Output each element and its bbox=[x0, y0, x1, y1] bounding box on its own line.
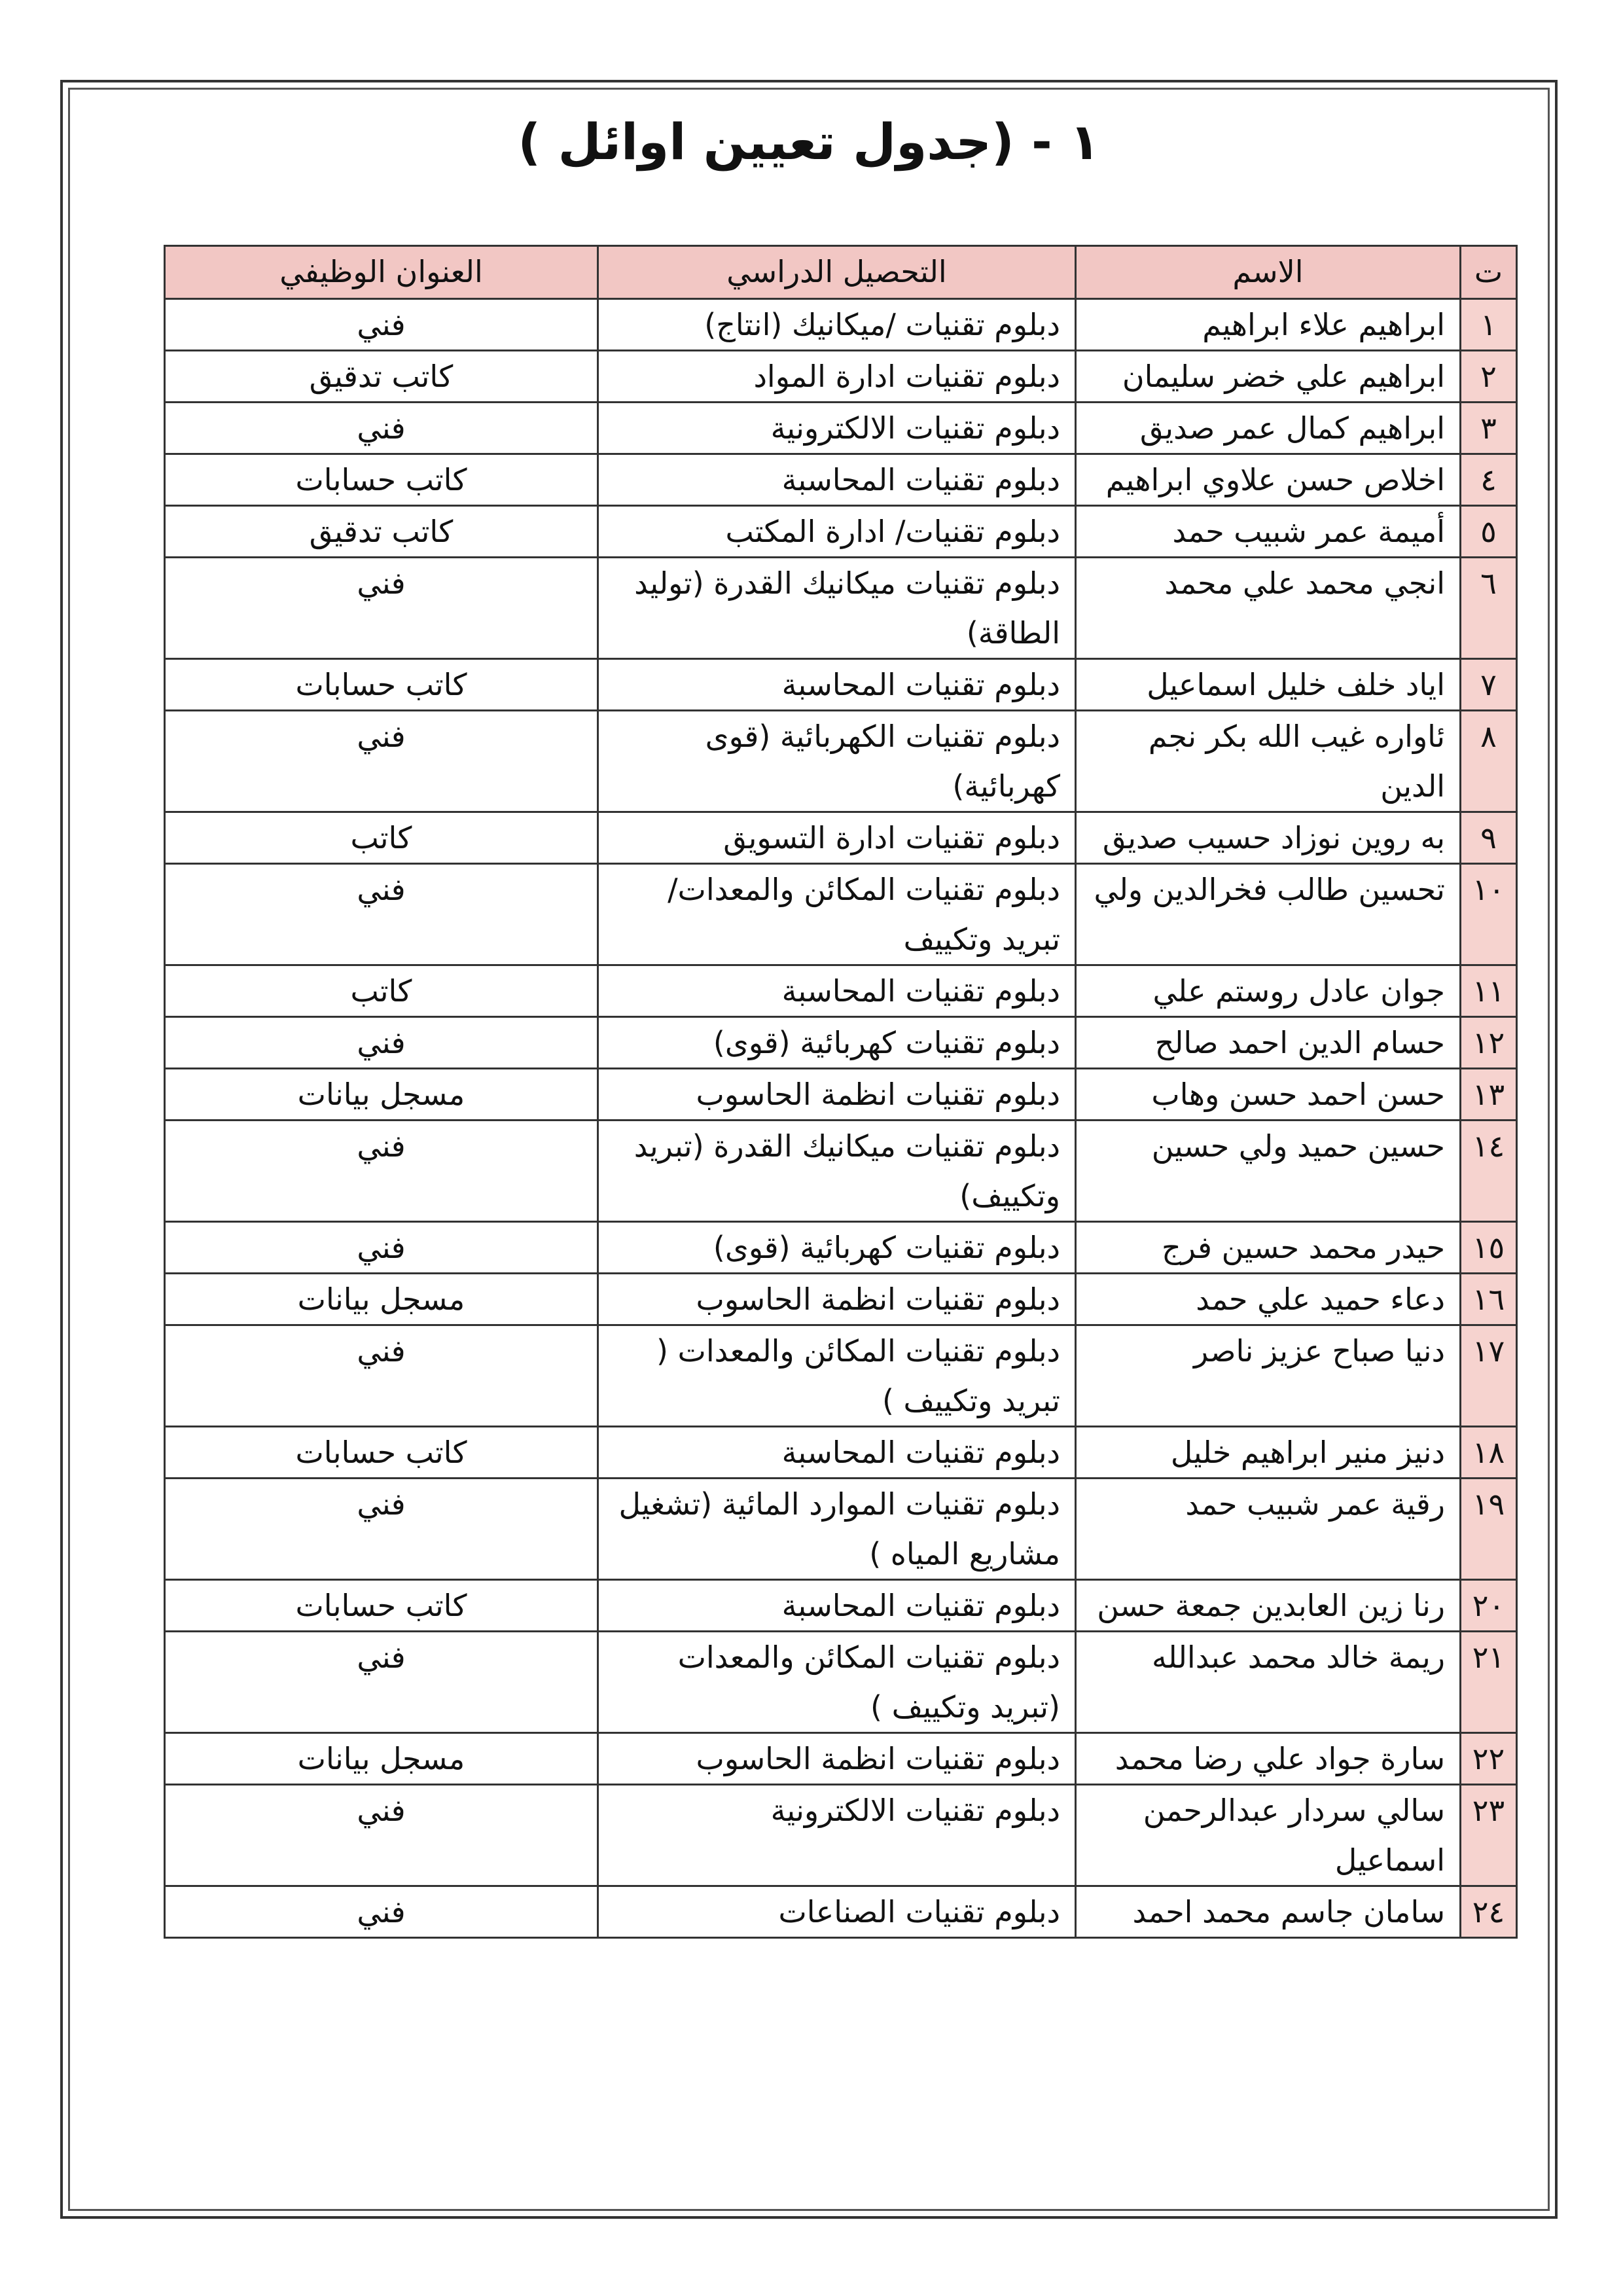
cell-name: حسن احمد حسن وهاب bbox=[1076, 1069, 1461, 1121]
table-row bbox=[165, 1069, 1517, 1121]
cell-job: كاتب حسابات bbox=[165, 1580, 598, 1632]
cell-job: كاتب حسابات bbox=[165, 454, 598, 506]
cell-name: رنا زين العابدين جمعة حسن bbox=[1076, 1580, 1461, 1632]
cell-num: ٩ bbox=[1461, 812, 1517, 864]
cell-job: فني bbox=[165, 1222, 598, 1274]
cell-education: دبلوم تقنيات الالكترونية bbox=[598, 1785, 1076, 1886]
cell-num: ٢٠ bbox=[1461, 1580, 1517, 1632]
cell-name: ئاواره غيب الله بكر نجم الدين bbox=[1076, 711, 1461, 812]
cell-num: ٤ bbox=[1461, 454, 1517, 506]
table-row bbox=[165, 351, 1517, 403]
cell-job: فني bbox=[165, 1017, 598, 1069]
header-education: التحصيل الدراسي bbox=[598, 246, 1076, 299]
header-name: الاسم bbox=[1076, 246, 1461, 299]
cell-education: دبلوم تقنيات انظمة الحاسوب bbox=[598, 1733, 1076, 1785]
cell-name: جوان عادل روستم علي bbox=[1076, 965, 1461, 1017]
table-row bbox=[165, 1017, 1517, 1069]
header-num: ت bbox=[1461, 246, 1517, 299]
cell-name: ابراهيم علي خضر سليمان bbox=[1076, 351, 1461, 403]
cell-education: دبلوم تقنيات المحاسبة bbox=[598, 965, 1076, 1017]
cell-job: فني bbox=[165, 403, 598, 454]
cell-name: انجي محمد علي محمد bbox=[1076, 558, 1461, 659]
cell-job: فني bbox=[165, 1121, 598, 1222]
cell-education: دبلوم تقنيات ميكانيك القدرة (تبريد وتكييف) bbox=[598, 1121, 1076, 1222]
cell-education: دبلوم تقنيات المحاسبة bbox=[598, 659, 1076, 711]
cell-num: ١٥ bbox=[1461, 1222, 1517, 1274]
table-row bbox=[165, 1733, 1517, 1785]
table-body bbox=[165, 299, 1517, 1938]
table-row bbox=[165, 1632, 1517, 1733]
table-row bbox=[165, 659, 1517, 711]
table-row bbox=[165, 403, 1517, 454]
table-row bbox=[165, 299, 1517, 351]
cell-job: كاتب حسابات bbox=[165, 1427, 598, 1479]
cell-education: دبلوم تقنيات /ميكانيك (انتاج) bbox=[598, 299, 1076, 351]
cell-education: دبلوم تقنيات المحاسبة bbox=[598, 1427, 1076, 1479]
cell-num: ١١ bbox=[1461, 965, 1517, 1017]
appointments-table bbox=[164, 245, 1518, 1939]
table-row bbox=[165, 812, 1517, 864]
cell-num: ١٤ bbox=[1461, 1121, 1517, 1222]
cell-job: فني bbox=[165, 1632, 598, 1733]
table-row bbox=[165, 1121, 1517, 1222]
cell-education: دبلوم تقنيات ميكانيك القدرة (توليد الطاقة) bbox=[598, 558, 1076, 659]
cell-name: اياد خلف خليل اسماعيل bbox=[1076, 659, 1461, 711]
cell-job: كاتب bbox=[165, 812, 598, 864]
cell-name: سالي سردار عبدالرحمن اسماعيل bbox=[1076, 1785, 1461, 1886]
cell-education: دبلوم تقنيات ادارة المواد bbox=[598, 351, 1076, 403]
page-title: ١ - (جدول تعيين اوائل ) bbox=[518, 113, 1100, 171]
cell-job: فني bbox=[165, 558, 598, 659]
cell-education: دبلوم تقنيات انظمة الحاسوب bbox=[598, 1274, 1076, 1325]
table-row bbox=[165, 1886, 1517, 1938]
cell-job: كاتب تدقيق bbox=[165, 506, 598, 558]
table-row bbox=[165, 711, 1517, 812]
table-row bbox=[165, 965, 1517, 1017]
cell-name: دنيا صباح عزيز ناصر bbox=[1076, 1325, 1461, 1427]
cell-num: ٢ bbox=[1461, 351, 1517, 403]
cell-num: ١٩ bbox=[1461, 1479, 1517, 1580]
cell-name: دعاء حميد علي حمد bbox=[1076, 1274, 1461, 1325]
table-header-row bbox=[165, 246, 1517, 299]
cell-education: دبلوم تقنيات كهربائية (قوى) bbox=[598, 1222, 1076, 1274]
table-row bbox=[165, 454, 1517, 506]
cell-name: أميمة عمر شبيب حمد bbox=[1076, 506, 1461, 558]
cell-name: ابراهيم علاء ابراهيم bbox=[1076, 299, 1461, 351]
cell-num: ٥ bbox=[1461, 506, 1517, 558]
cell-name: سارة جواد علي رضا محمد bbox=[1076, 1733, 1461, 1785]
cell-education: دبلوم تقنيات المكائن والمعدات/ تبريد وتكييف bbox=[598, 864, 1076, 965]
cell-education: دبلوم تقنيات كهربائية (قوى) bbox=[598, 1017, 1076, 1069]
cell-name: ريمة خالد محمد عبدالله bbox=[1076, 1632, 1461, 1733]
cell-num: ٨ bbox=[1461, 711, 1517, 812]
cell-education: دبلوم تقنيات المحاسبة bbox=[598, 454, 1076, 506]
table-row bbox=[165, 1580, 1517, 1632]
cell-education: دبلوم تقنيات المكائن والمعدات (تبريد وتكييف ) bbox=[598, 1632, 1076, 1733]
cell-job: كاتب bbox=[165, 965, 598, 1017]
cell-num: ٢٢ bbox=[1461, 1733, 1517, 1785]
cell-job: فني bbox=[165, 1479, 598, 1580]
cell-name: سامان جاسم محمد احمد bbox=[1076, 1886, 1461, 1938]
table-row bbox=[165, 1427, 1517, 1479]
cell-name: حسام الدين احمد صالح bbox=[1076, 1017, 1461, 1069]
cell-job: فني bbox=[165, 1886, 598, 1938]
cell-education: دبلوم تقنيات الكهربائية (قوى كهربائية) bbox=[598, 711, 1076, 812]
table-row bbox=[165, 558, 1517, 659]
table-row bbox=[165, 506, 1517, 558]
cell-num: ٢٣ bbox=[1461, 1785, 1517, 1886]
cell-education: دبلوم تقنيات انظمة الحاسوب bbox=[598, 1069, 1076, 1121]
cell-name: ابراهيم كمال عمر صديق bbox=[1076, 403, 1461, 454]
cell-num: ٧ bbox=[1461, 659, 1517, 711]
cell-job: كاتب تدقيق bbox=[165, 351, 598, 403]
cell-num: ١٨ bbox=[1461, 1427, 1517, 1479]
cell-job: فني bbox=[165, 711, 598, 812]
cell-name: تحسين طالب فخرالدين ولي bbox=[1076, 864, 1461, 965]
table-row bbox=[165, 1479, 1517, 1580]
header-job: العنوان الوظيفي bbox=[165, 246, 598, 299]
cell-num: ٣ bbox=[1461, 403, 1517, 454]
cell-education: دبلوم تقنيات المحاسبة bbox=[598, 1580, 1076, 1632]
cell-name: به روين نوزاد حسيب صديق bbox=[1076, 812, 1461, 864]
cell-education: دبلوم تقنيات الصناعات bbox=[598, 1886, 1076, 1938]
cell-job: فني bbox=[165, 1785, 598, 1886]
table-row bbox=[165, 1325, 1517, 1427]
table-row bbox=[165, 1274, 1517, 1325]
cell-job: مسجل بيانات bbox=[165, 1069, 598, 1121]
cell-job: مسجل بيانات bbox=[165, 1733, 598, 1785]
cell-num: ٦ bbox=[1461, 558, 1517, 659]
cell-education: دبلوم تقنيات المكائن والمعدات ( تبريد وتكييف ) bbox=[598, 1325, 1076, 1427]
table-row bbox=[165, 1222, 1517, 1274]
cell-num: ١٧ bbox=[1461, 1325, 1517, 1427]
cell-job: فني bbox=[165, 864, 598, 965]
cell-name: حيدر محمد حسين فرج bbox=[1076, 1222, 1461, 1274]
cell-num: ١٣ bbox=[1461, 1069, 1517, 1121]
cell-job: فني bbox=[165, 299, 598, 351]
cell-name: حسين حميد ولي حسين bbox=[1076, 1121, 1461, 1222]
cell-name: اخلاص حسن علاوي ابراهيم bbox=[1076, 454, 1461, 506]
cell-num: ١ bbox=[1461, 299, 1517, 351]
cell-num: ١٦ bbox=[1461, 1274, 1517, 1325]
cell-job: فني bbox=[165, 1325, 598, 1427]
cell-job: كاتب حسابات bbox=[165, 659, 598, 711]
cell-name: دنيز منير ابراهيم خليل bbox=[1076, 1427, 1461, 1479]
table-row bbox=[165, 1785, 1517, 1886]
cell-num: ١٢ bbox=[1461, 1017, 1517, 1069]
cell-num: ١٠ bbox=[1461, 864, 1517, 965]
table-row bbox=[165, 864, 1517, 965]
cell-education: دبلوم تقنيات الموارد المائية (تشغيل مشاريع المياه ) bbox=[598, 1479, 1076, 1580]
cell-education: دبلوم تقنيات/ ادارة المكتب bbox=[598, 506, 1076, 558]
cell-num: ٢٤ bbox=[1461, 1886, 1517, 1938]
cell-name: رقية عمر شبيب حمد bbox=[1076, 1479, 1461, 1580]
cell-education: دبلوم تقنيات الالكترونية bbox=[598, 403, 1076, 454]
cell-education: دبلوم تقنيات ادارة التسويق bbox=[598, 812, 1076, 864]
cell-num: ٢١ bbox=[1461, 1632, 1517, 1733]
cell-job: مسجل بيانات bbox=[165, 1274, 598, 1325]
